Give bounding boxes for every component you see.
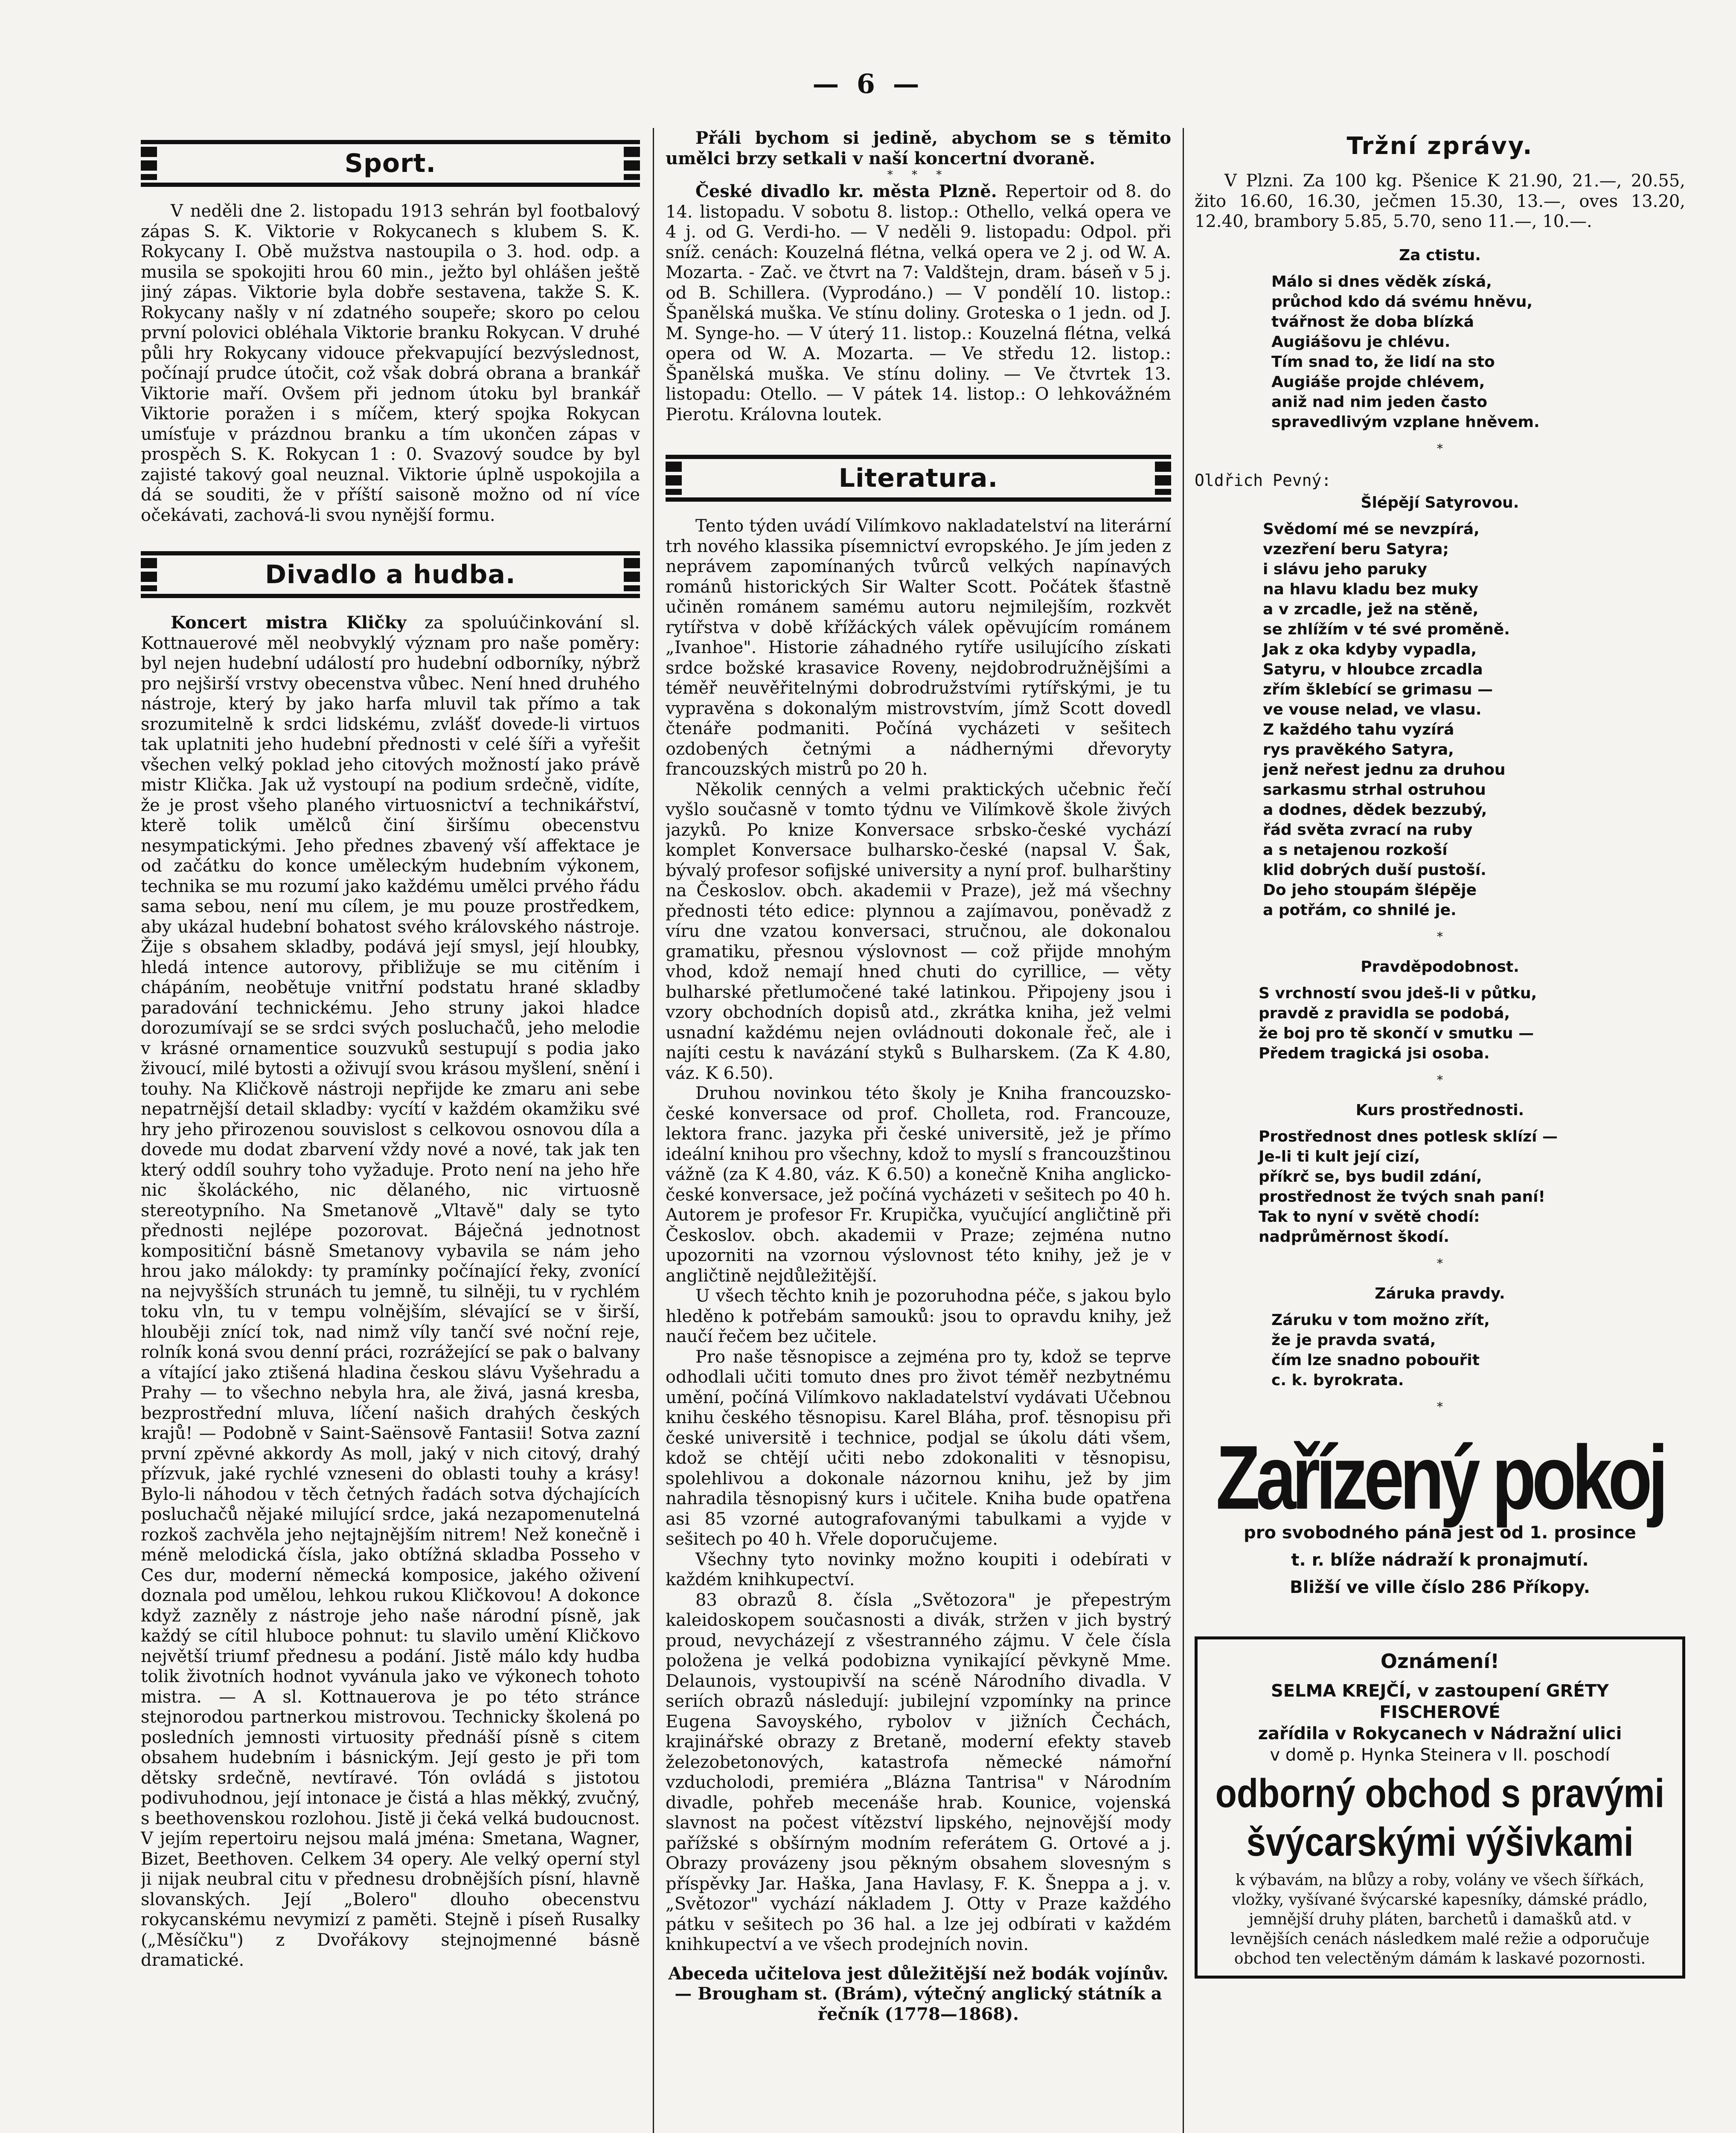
theatre-lead: České divadlo kr. města Plzně. bbox=[695, 181, 997, 201]
poem-line: průchod kdo dá svému hněvu, bbox=[1271, 293, 1533, 311]
poem-line: že boj pro tě skončí v smutku — bbox=[1259, 1024, 1534, 1042]
literatura-heading: Literatura. bbox=[838, 463, 998, 493]
sport-article: V neděli dne 2. listopadu 1913 sehrán byl footbalový zápas S. K. Viktorie v Rokycanech s klubem S. K. Rokycany I. Obě mužstva nastoupila o 3. hod. odp. a musila se spokojiti hrou 60 min., ježto byl ohlášen ještě jiný zápas. Viktorie byla dobře sestavena, takže S. K. Rokycany našly v ní zdatného soupeře; skoro po celou první polovici obléhala Viktorie branku Rokycan. V druhé půli hry Rokycany vidouce překvapující bezvýslednost, počínají prudce útočit, což však dobrá obrana a brankář Viktorie maří. Ovšem při jednom útoku byl brankář Viktorie poražen i s míčem, který spojka Rokycan umísťuje v prázdnou branku a tím ukončen zápas v prospěch S. K. Rokycan 1 : 0. Svazový soudce by byl zajisté takový goal neuznal. Viktorie úplně uspokojila a dá se souditi, že v příští saisoně možno od ní více očekávati, zachová-li svou nynější formu. bbox=[141, 201, 640, 525]
column-divider-right bbox=[1183, 128, 1184, 2133]
literatura-heading-box bbox=[666, 455, 1171, 502]
poem-line: prostřednost že tvých snah paní! bbox=[1259, 1188, 1545, 1206]
separator-star: * bbox=[1437, 1399, 1443, 1414]
poem-za-cistu bbox=[1271, 272, 1685, 432]
notice-ad bbox=[1195, 1636, 1685, 1979]
page-number: — 6 — bbox=[812, 68, 924, 99]
poem-line: příkrč se, bys budil zdání, bbox=[1259, 1168, 1482, 1186]
poem-line: Z každého tahu vyzírá bbox=[1263, 721, 1454, 738]
notice-line-2: zařídila v Rokycanech v Nádražní ulici bbox=[1258, 1723, 1622, 1744]
poem-line: Je-li ti kult její cizí, bbox=[1259, 1148, 1420, 1165]
poem-line: se zhlížím v té své proměně. bbox=[1263, 620, 1510, 638]
ad-room-line-1: pro svobodného pána jest od 1. prosince bbox=[1244, 1523, 1636, 1543]
separator-star: * bbox=[1437, 441, 1443, 456]
poem-line: Augiáše projde chlévem, bbox=[1271, 373, 1485, 391]
poem-line: rys pravěkého Satyra, bbox=[1263, 741, 1454, 758]
concert-article bbox=[141, 613, 640, 1971]
poem-line: klid dobrých duší pustoší. bbox=[1263, 861, 1486, 879]
poem-line: Svědomí mé se nevzpírá, bbox=[1263, 520, 1480, 538]
theatre-repertoire bbox=[666, 181, 1171, 425]
notice-big-2: švýcarskými výšivkami bbox=[1246, 1819, 1634, 1865]
poem-line: i slávu jeho paruky bbox=[1263, 560, 1428, 578]
literatura-para-4: U všech těchto knih je pozoruhodna péče, s jakou bylo hleděno k potřebám samouků: jsou to opravdu knihy, jež naučí řečem bez učitele. bbox=[666, 1286, 1171, 1346]
poem-line: tvářnost že doba blízká bbox=[1271, 313, 1474, 331]
right-column bbox=[1195, 128, 1685, 2133]
poem-line: vzezření beru Satyra; bbox=[1263, 540, 1449, 558]
poem-line: S vrchností svou jdeš-li v půtku, bbox=[1259, 984, 1537, 1002]
ad-room-headline: Zařízený pokoj bbox=[1215, 1427, 1664, 1529]
poem-line: řád světa zvrací na ruby bbox=[1263, 821, 1473, 839]
poem-line: Záruku v tom možno zřít, bbox=[1271, 1311, 1490, 1329]
poem-zaruka-title: Záruka pravdy. bbox=[1375, 1284, 1505, 1302]
poem-line: že je pravda svatá, bbox=[1271, 1331, 1436, 1349]
literatura-para-1: Tento týden uvádí Vilímkovo nakladatelství na literární trh nového klassika písemnictví evropského. Je jím jeden z neprávem zapomínaných tvůrců velkých napínavých románů historických Sir Walter Scott. Počátek šťastně učiněn románem samému autoru nejmilejším, rozkvět rytířstva v době křížáckých válek opěvujícím románem „Ivanhoe". Historie záhadného rytíře usilujícího získati srdce božské krasavice Roveny, nejdobrodružnějšími a téměř neuvěřitelnými dobrodružstvími rytířskými, je tu vypravěna s dokonalým mistrovstvím, jímž Scott dovedl čtenáře podmaniti. Počíná vycházeti v sešitech ozdobených četnými a nádhernými dřevoryty francouzských mistrů po 20 h. bbox=[666, 516, 1171, 779]
quote-brougham: Abeceda učitelova jest důležitější než bodák vojínův. — Brougham st. (Brám), výtečný anglický státník a řečník (1778—1868). bbox=[668, 1963, 1169, 2024]
separator-stars: * * * bbox=[887, 169, 950, 181]
literatura-para-6: Všechny tyto novinky možno koupiti i odebírati v každém knihkupectví. bbox=[666, 1549, 1171, 1590]
theatre-text: Repertoir od 8. do 14. listopadu. V sobotu 8. listop.: Othello, velká opera ve 4 j. od G. Verdi-ho. — V neděli 9. listopadu: Odpol. při sníž. cenách: Kouzelná flétna, velká opera ve 2 j. od W. A. Mozarta. - Zač. ve čtvrt na 7: Valdštejn, dram. báseň v 5 j. od B. Schillera. (Vyprodáno.) — V pondělí 10. listop.: Španělská muška. Ve stínu doliny. Groteska o 1 jedn. od J. M. Synge-ho. — V úterý 11. listop.: Kouzelná flétna, velká opera od W. A. Mozarta. — Ve středu 12. listop.: Španělská muška. Ve stínu doliny. — Ve čtvrtek 13. listopadu: Otello. — V pátek 14. listop.: O lehkovážném Pierotu. Královna loutek. bbox=[666, 182, 1171, 424]
divadlo-heading: Divadlo a hudba. bbox=[265, 560, 516, 590]
ad-room-line-2: t. r. blíže nádraží k pronajmutí. bbox=[1291, 1550, 1589, 1570]
sport-heading-box bbox=[141, 140, 640, 187]
poem-kurs bbox=[1259, 1127, 1685, 1247]
concert-closing: Přáli bychom si jedině, abychom se s těmito umělci brzy setkali v naší koncertní dvoraně. bbox=[666, 128, 1171, 169]
poem-line: jenž neřest jednu za druhou bbox=[1263, 761, 1506, 779]
separator-star: * bbox=[1437, 1072, 1443, 1087]
poem-line: Augiášovu je chlévu. bbox=[1271, 333, 1451, 351]
poem-line: c. k. byrokrata. bbox=[1271, 1371, 1404, 1389]
poem-line: a v zrcadle, jež na stěně, bbox=[1263, 600, 1479, 618]
poem-line: a dodnes, dědek bezzubý, bbox=[1263, 801, 1487, 819]
poem-pravdepodobnost-title: Pravděpodobnost. bbox=[1361, 958, 1519, 976]
separator-star: * bbox=[1437, 929, 1443, 944]
literatura-para-5: Pro naše těsnopisce a zejména pro ty, kdož se teprve odhodlali učiti tomuto dnes pro život téměř nezbytnému umění, počíná Vilímkovo nakladatelství vydávati Učebnou knihu českého těsnopisu. Karel Bláha, prof. těsnopisu při české universitě i technice, podjal se úkolu dáti všem, kdož se chtějí učiti nebo zdokonaliti v těsnopisu, spolehlivou a dokonale názornou knihu, jež by jim nahradila těsnopisný kurs i učitele. Kniha bude opatřena asi 85 vzorné autografovanými tabulkami a vyjde v sešitech po 40 h. Vřele doporučujeme. bbox=[666, 1347, 1171, 1549]
notice-title: Oznámení! bbox=[1380, 1649, 1500, 1673]
left-column bbox=[141, 128, 640, 2133]
poem-kurs-title: Kurs prostřednosti. bbox=[1355, 1101, 1524, 1119]
poem-line: Do jeho stoupám šlépěje bbox=[1263, 881, 1477, 899]
literatura-para-2: Několik cenných a velmi praktických učebnic řečí vyšlo současně v tomto týdnu ve Vilímkově škole živých jazyků. Po knize Konversace srbsko-české vychází komplet Konversace bulharsko-české (napsal V. Šak, bývalý profesor sofijské university a nyní prof. bulharštiny na Českoslov. obch. akademii v Praze), jež má všechny přednosti této edice: plynnou a zajímavou, poněvadž z víru dne vzatou konversaci, stručnou, ale dokonalou gramatiku, přesnou výslovnost — což přijde mnohým vhod, kdož nemají hned chuti do cyrillice, — věty bulharské přetlumočené také latinkou. Připojeny jsou i vzory obchodních dopisů atd., zkrátka kniha, jež velmi usnadní každému nejen ovládnouti dokonale řeč, ale i najíti cestu k navázání styků s Bulharskem. (Za K 4.80, váz. K 6.50). bbox=[666, 779, 1171, 1083]
middle-column bbox=[666, 128, 1171, 2133]
poem-line: Satyru, v hloubce zrcadla bbox=[1263, 660, 1483, 678]
notice-line-3: v domě p. Hynka Steinera v II. poschodí bbox=[1270, 1745, 1610, 1765]
poem-pravdepodobnost bbox=[1259, 983, 1685, 1064]
poem-zaruka bbox=[1271, 1310, 1685, 1390]
divadlo-heading-box bbox=[141, 551, 640, 598]
poem-line: zřím šklebící se grimasu — bbox=[1263, 680, 1493, 698]
poem-line: Předem tragická jsi osoba. bbox=[1259, 1044, 1490, 1062]
concert-text: za spoluúčinkování sl. Kottnauerové měl neobvyklý význam pro naše poměry: byl nejen hudební událostí pro hudební odborníky, nýbrž pro nejširší vrstvy obecenstva vůbec. Není hned druhého nástroje, který by jako harfa mluvil tak přímo a tak srozumitelně k srdci lidskému, zvlášť dovede-li virtuos tak uplatniti jeho hudební přednosti v celé šíři a vyřešit všechen velký poklad jeho citových možností jako právě mistr Klička. Jak už vystoupí na podium srdečně, vidíte, že je prost všeho planého virtuosnictví a technikářství, kterě tolik umělců činí širšímu obecenstvu nesympatickými. Jeho přednes zbavený vší affektace je od začátku do konce uměleckým hudebním výkonem, technika se mu rozumí jako každému umělci prvého řádu sama sebou, není mu cílem, je mu pouze prostředkem, aby ukázal hudební bohatost svého královského nástroje. Žije s obsahem skladby, podává její smysl, její hloubky, hledá intence autorovy, přibližuje se mu citěním i chápáním, neobětuje vnitřní podstatu hrané skladby paradování technickému. Jeho struny jakoi hladce dorozumívají se se srdci svých posluchačů, jeho melodie v krásné ornamentice souzvuků sestupují s podia jako živoucí, milé bytosti a oživují svou krásou myšlení, snění i touhy. Na Kličkově nástroji nepřijde ke zmaru ani sebe nepatrnější detail skladby: vycítí v každém okamžiku své hry jeho přirozenou souvislost s celkovou osnovou díla a dovede mu dodat zbarvení vždy nové a nové, tak jak ten který oddíl souhry toho vyžaduje. Proto není na jeho hře nic školáckého, nic dělaného, nic virtuosně stereotypního. Na Smetanově „Vltavě" daly se tyto přednosti nejlépe pozorovat. Báječná jednotnost kompositiční básně Smetanovy vybavila se nám jeho hrou jako málokdy: ty pramínky počínající řeky, zvonící na nejvyšších strunách tu jemně, tu silněji, tu v rychlém toku vln, tu v tempu volnějším, slévající se v širší, hlouběji znící tok, nad nimž víly tančí své noční reje, rolník koná svou denní práci, rozrážející se pak o balvany a vítající jako ztišená hladina českou slávu Vyšehradu a Prahy — to všechno nebyla hra, ale živá, jasná kresba, bezprostřední mluva, líčení našich drahých českých krajů! — Podobně v Saint-Saënsově Fantasii! Sotva zazní první zpěvné akkordy As moll, jaký v nich citový, drahý přízvuk, jaké rychlé vzneseni do oblasti touhy a krásy! Bylo-li náhodou v těch četných řadách sotva dýchajících posluchačů nějaké milující srdce, jaká nezapomenutelná rozkoš zachvěla jeho nejtajnějším nitrem! Než konečně i méně melodická čísla, jako obtížná skladba Posseho v Ces dur, moderní německá komposice, jakého oživení doznala pod umělou, lehkou rukou Kličkovou! A dokonce když zazněly z nástroje jeho naše národní písně, jak každý se cítil hluboce pohnut: tu slavilo umění Kličkovo největší triumf přednesu a podání. Jistě málo kdy hudba tolik životních hodnot vyvánula jako ve výkonech tohoto mistra. — A sl. Kottnauerova je po této stránce stejnorodou partnerkou mistrovou. Technicky školená po posledních jemnosti virtuosity přednáší písně s citem obsahem hudebním i básnickým. Její gesto je při tom dětsky srdečně, nevtíravé. Tón ovládá s jistotou podivuhodnou, její intonace je čistá a hlas měkký, zvučný, s beethovenskou rozlohou. Jistě ji čeká velká budoucnost. V jejím repertoiru nejsou malá jména: Smetana, Wagner, Bizet, Beethoven. Celkem 34 opery. Ale velký operní styl ji nijak neubral citu v přednesu drobnějších písní, hlavně slovanských. Její „Bolero" dlouho obecenstvu rokycanskému nevymizí z paměti. Stejně i píseň Rusalky („Měsíčku") z Dvořákovy stejnojmenné básně dramatické. bbox=[141, 613, 640, 1970]
poem-line: Prostřednost dnes potlesk sklízí — bbox=[1259, 1128, 1558, 1145]
column-divider-left bbox=[653, 128, 654, 2133]
sport-heading: Sport. bbox=[344, 148, 436, 178]
market-prices: V Plzni. Za 100 kg. Pšenice K 21.90, 21.—, 20.55, žito 16.60, 16.30, ječmen 15.30, 13.—, oves 13.20, 12.40, brambory 5.85, 5.70, seno 11.—, 10.—. bbox=[1195, 171, 1685, 231]
poem-line: Málo si dnes věděk získá, bbox=[1271, 273, 1492, 291]
poem-line: pravdě z pravidla se podobá, bbox=[1259, 1004, 1510, 1022]
literatura-para-3: Druhou novinkou této školy je Kniha francouzsko-české konversace od prof. Cholleta, rod. Francouze, lektora franc. jazyka při české universitě, jež je přímo ideální knihou pro všechny, kdož to myslí s francouzštinou vážně (za K 4.80, váz. K 6.50) a konečně Kniha anglicko-české konversace, jež počíná vycházeti v sešitech po 40 h. Autorem je profesor Fr. Krupička, vyučující angličtině při Českoslov. obch. akademii v Praze; zejména nutno upozorniti na vzornou výslovnost této knihy, jež je v angličtině nejdůležitější. bbox=[666, 1084, 1171, 1286]
notice-big-1: odborný obchod s pravými bbox=[1215, 1771, 1665, 1816]
poem-line: čím lze snadno pobouřit bbox=[1271, 1351, 1480, 1369]
separator-star: * bbox=[1437, 1256, 1443, 1270]
notice-line-1: SELMA KREJČÍ, v zastoupení GRÉTY FISCHEROVÉ bbox=[1271, 1681, 1609, 1722]
concert-lead: Koncert mistra Kličky bbox=[171, 613, 407, 633]
poem-author: Oldřich Pevný: bbox=[1195, 471, 1332, 490]
poem-satyr bbox=[1263, 519, 1685, 920]
poem-line: a potřám, co shnilé je. bbox=[1263, 901, 1457, 919]
poem-line: spravedlivým vzplane hněvem. bbox=[1271, 413, 1540, 431]
poem-za-cistu-title: Za ctistu. bbox=[1399, 246, 1481, 264]
market-heading: Tržní zprávy. bbox=[1346, 132, 1533, 160]
poem-line: ve vouse nelad, ve vlasu. bbox=[1263, 700, 1482, 718]
literatura-para-7: 83 obrazů 8. čísla „Světozora" je přepestrým kaleidoskopem současnosti a divák, stržen v jich bystrý proud, nevycházejí z všestranného zájmu. V čele čísla položena je velká podobizna vynikající pěvkyně Mme. Delaunois, vystoupivší na scéně Národního divadla. V seriích obrazů následují: jubilejní vzpomínky na prince Eugena Savoyského, rybolov v jižních Čechách, krajinářské obrazy z Bretaně, moderní efekty staveb železobetonových, katastrofa německé námořní vzducholodi, premiéra „Blázna Tantrisa" v Národním divadle, pohřeb mecenáše hrab. Kounice, vojenská slavnost na počest vítězství lipského, nejnovější mody pařížské s obšírným modním referátem G. Ortové a j. Obrazy provázeny jsou pěkným obsahem slovesným s příspěvky Jar. Haška, Jana Havlasy, F. K. Šneppa a j. v. „Světozor" vychází nákladem J. Otty v Praze každého pátku v sešitech po 36 hal. a lze jej odbírati v každém knihkupectví a ve všech prodejních novin. bbox=[666, 1590, 1171, 1954]
poem-line: Tím snad to, že lidí na sto bbox=[1271, 353, 1495, 371]
ad-room-line-3: Bližší ve ville číslo 286 Příkopy. bbox=[1290, 1577, 1590, 1597]
poem-line: Tak to nyní v světě chodí: bbox=[1259, 1208, 1480, 1226]
poem-line: nadprůměrnost škodí. bbox=[1259, 1228, 1449, 1246]
poem-line: na hlavu kladu bez muky bbox=[1263, 580, 1479, 598]
poem-line: a s netajenou rozkoší bbox=[1263, 841, 1448, 859]
poem-line: Jak z oka kdyby vypadla, bbox=[1263, 640, 1477, 658]
poem-satyr-title: Šlépějí Satyrovou. bbox=[1361, 494, 1519, 511]
poem-line: sarkasmu strhal ostruhou bbox=[1263, 781, 1486, 799]
notice-text: k výbavám, na blůzy a roby, volány ve všech šířkách, vložky, vyšívané švýcarské kapesníky, dámské prádlo, jemnější druhy pláten, barchetů i damašků atd. v levnějších cenách následkem malé režie a odporučuje obchod ten velectěným dámám k laskavé pozornosti. bbox=[1230, 1871, 1650, 1967]
poem-line: aniž nad nim jeden často bbox=[1271, 393, 1488, 411]
